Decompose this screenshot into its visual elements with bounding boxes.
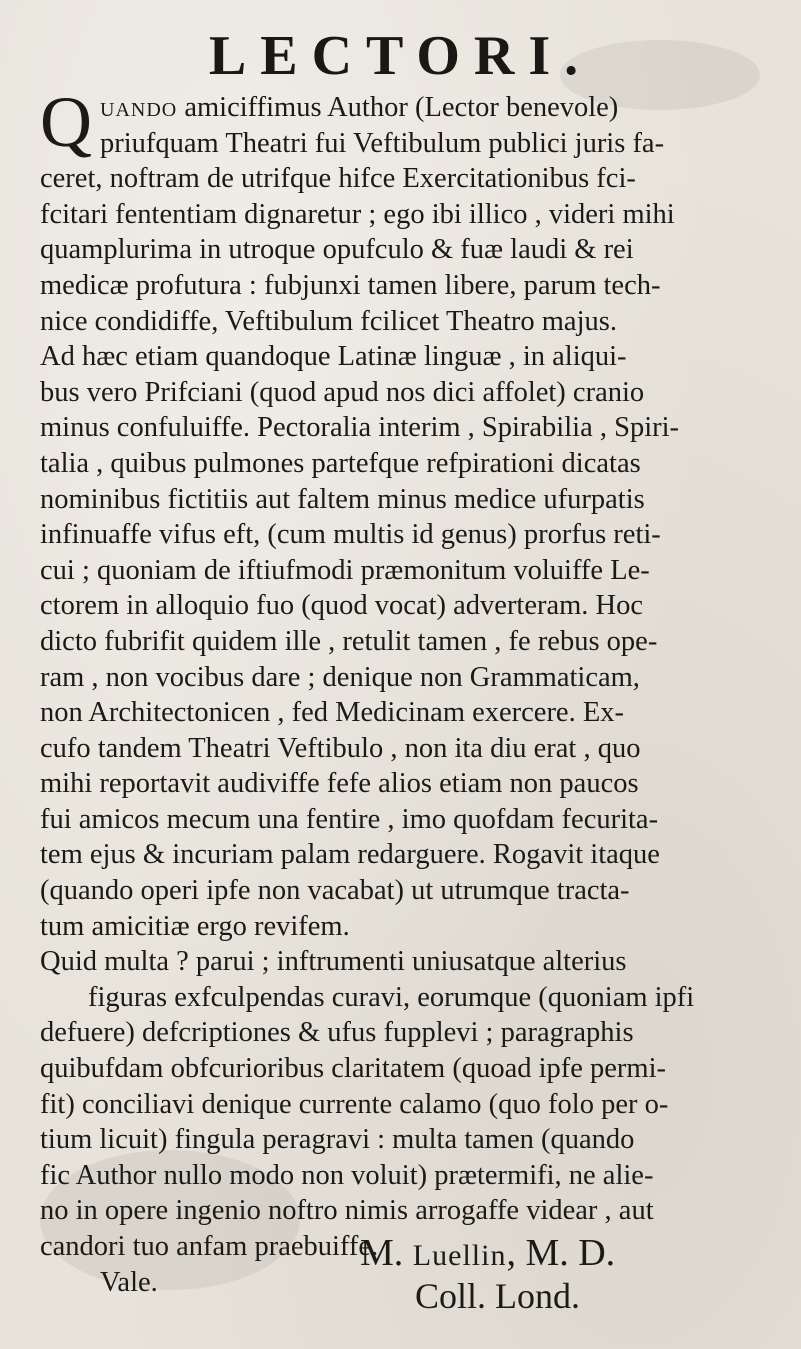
text-line: Quid multa ? parui ; inftrumenti uniusatque alterius — [40, 946, 627, 978]
text-line: fit) conciliavi denique currente calamo (quo folo per o- — [40, 1088, 669, 1120]
text-line: ceret, noftram de utrifque hifce Exercitationibus fci- — [40, 163, 636, 195]
body-text — [40, 82, 780, 1300]
text-line: tem ejus & incuriam palam redarguere. Rogavit itaque — [40, 839, 660, 871]
text-line: nominibus fictitiis aut faltem minus medice ufurpatis — [40, 483, 645, 515]
text-line: talia , quibus pulmones partefque refpirationi dicatas — [40, 447, 641, 479]
text-line: quamplurima in utroque opufculo & fuæ laudi & rei — [40, 234, 634, 266]
paragraph-start: figuras exfculpendas curavi, eorumque (quoniam ipfi — [88, 981, 695, 1013]
text-line: priufquam Theatri fui Veftibulum publici juris fa- — [100, 127, 665, 159]
text-line: quibufdam obfcurioribus claritatem (quoad ipfe permi- — [40, 1053, 666, 1085]
text-line: fui amicos mecum una fentire , imo quofdam fecurita- — [40, 803, 659, 835]
signature-prefix: M. — [360, 1232, 404, 1274]
text-line: candori tuo anfam praebuiffe. — [40, 1231, 379, 1262]
text-line: dicto fubrifit quidem ille , retulit tamen , fe rebus ope- — [40, 625, 658, 657]
page-heading: LECTORI. — [208, 25, 593, 87]
text-line: cufo tandem Theatri Veftibulo , non ita diu erat , quo — [40, 732, 641, 764]
text-line: non Architectonicen , fed Medicinam exercere. Ex- — [40, 697, 624, 729]
text-line: infinuaffe vifus eft, (cum multis id genus) prorfus reti- — [40, 519, 661, 551]
drop-initial: Q — [40, 82, 92, 162]
text-line: Ad hæc etiam quandoque Latinæ linguæ , in aliqui- — [40, 341, 627, 373]
signature — [360, 1232, 615, 1277]
signature-suffix: , M. D. — [506, 1232, 616, 1274]
text-line: (quando operi ipfe non vacabat) ut utrumque tracta- — [40, 875, 630, 907]
text-line: fic Author nullo modo non voluit) prætermifi, ne alie- — [40, 1159, 654, 1191]
text-line: cui ; quoniam de iftiufmodi præmonitum voluiffe Le- — [40, 554, 650, 586]
opening-word: UANDO — [100, 99, 178, 121]
text-line: ram , non vocibus dare ; denique non Grammaticam, — [40, 661, 640, 693]
text-line: minus confuluiffe. Pectoralia interim , Spirabilia , Spiri- — [40, 412, 680, 444]
text-line: bus vero Prifciani (quod apud nos dici affolet) cranio — [40, 376, 645, 408]
signature-name: Luellin — [412, 1239, 507, 1272]
text-line: nice condidiffe, Veftibulum fcilicet Theatro majus. — [40, 305, 617, 337]
text-line: defuere) defcriptiones & ufus fupplevi ; paragraphis — [40, 1017, 634, 1049]
text-line: medicæ profutura : fubjunxi tamen libere, parum tech- — [40, 269, 661, 301]
text-line: no in opere ingenio noftro nimis arrogaffe videar , aut — [40, 1195, 654, 1227]
text-line: fcitari fententiam dignaretur ; ego ibi illico , videri mihi — [40, 198, 675, 230]
text-line: mihi reportavit audiviffe fefe alios etiam non paucos — [40, 768, 639, 800]
signature-affiliation: Coll. Lond. — [415, 1276, 581, 1316]
text-line: ctorem in alloquio fuo (quod vocat) adverteram. Hoc — [40, 590, 644, 622]
opening-line-rest: amiciffimus Author (Lector benevole) — [177, 92, 619, 123]
text-line: tum amicitiæ ergo revifem. — [40, 910, 350, 942]
text-line: tium licuit) fingula peragravi : multa tamen (quando — [40, 1124, 635, 1156]
closing-vale: Vale. — [100, 1266, 158, 1298]
